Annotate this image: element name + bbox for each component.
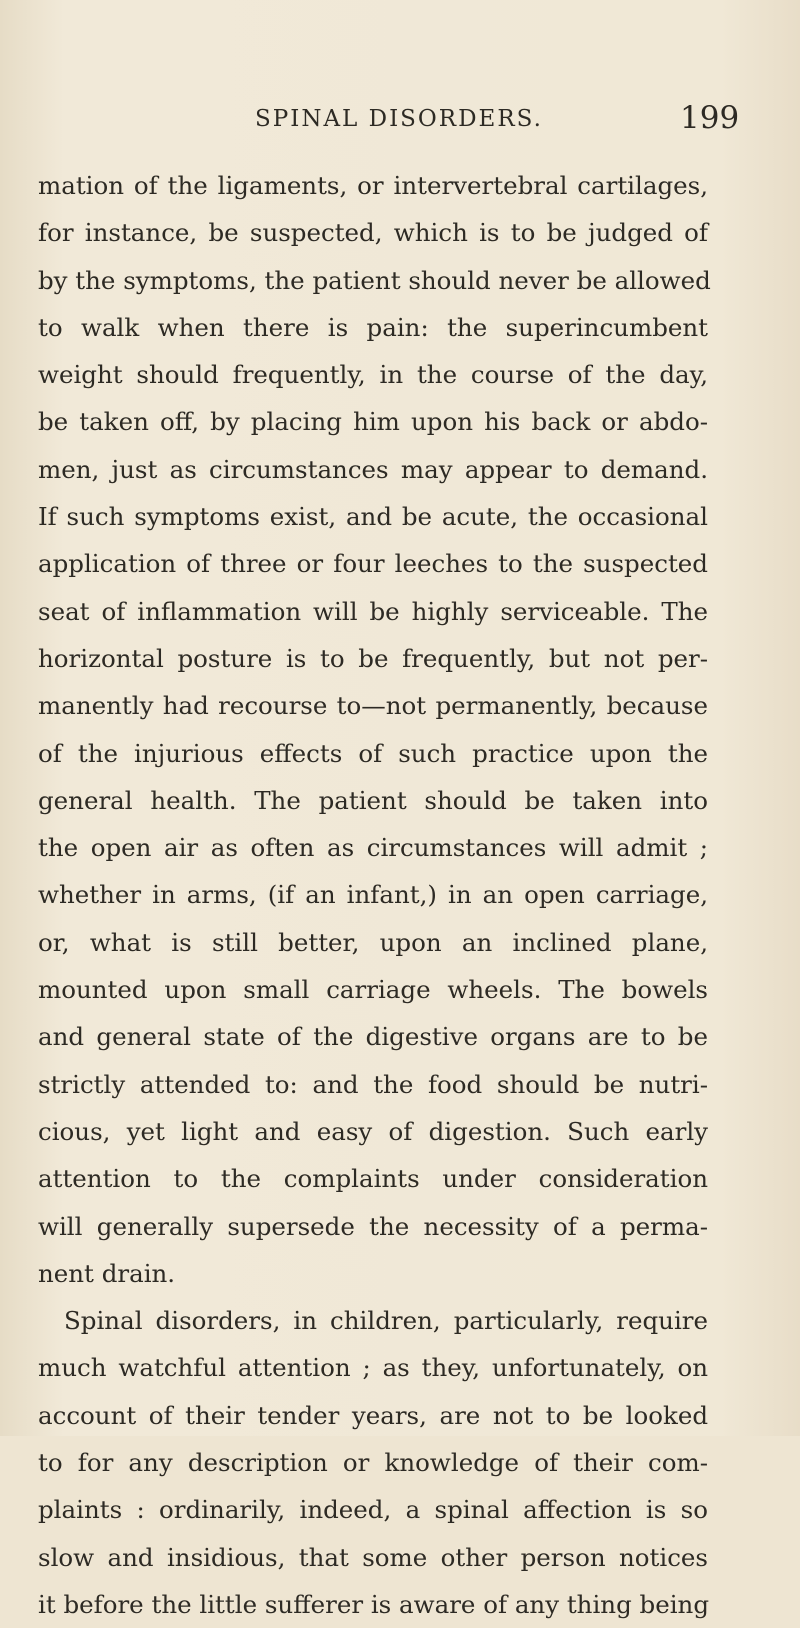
text-line: mounted upon small carriage wheels. The bowels	[38, 975, 708, 1005]
text-line: strictly attended to: and the food should be nutri-	[38, 1069, 708, 1099]
text-line: horizontal posture is to be frequently, but not per-	[38, 643, 708, 673]
text-line: If such symptoms exist, and be acute, the occasional	[38, 502, 708, 532]
text-line: seat of inflammation will be highly serviceable. The	[38, 596, 708, 626]
text-line: manently had recourse to—not permanently, because	[38, 691, 708, 721]
paragraph-start-line: Spinal disorders, in children, particularly, require	[64, 1306, 708, 1336]
text-line: will generally supersede the necessity of a perma-	[38, 1211, 708, 1241]
paragraph-end-line: nent drain.	[38, 1258, 176, 1288]
text-line: be taken off, by placing him upon his back or abdo-	[38, 407, 708, 437]
text-line: weight should frequently, in the course of the day,	[38, 360, 708, 390]
text-line: men, just as circumstances may appear to demand.	[38, 454, 708, 484]
text-line: attention to the complaints under consideration	[38, 1164, 708, 1194]
text-line: it before the little sufferer is aware of any thing being	[38, 1589, 710, 1619]
text-line: and general state of the digestive organs are to be	[38, 1022, 708, 1052]
body-text	[38, 162, 711, 1628]
text-line: for instance, be suspected, which is to be judged of	[38, 218, 708, 248]
text-line: account of their tender years, are not to be looked	[38, 1400, 708, 1430]
page-number: 199	[680, 100, 740, 136]
running-head	[0, 100, 800, 146]
text-line: of the injurious effects of such practice upon the	[38, 738, 708, 768]
text-line: mation of the ligaments, or intervertebral cartilages,	[38, 171, 708, 200]
text-line: by the symptoms, the patient should never be allowed	[38, 265, 711, 295]
text-line: plaints : ordinarily, indeed, a spinal affection is so	[38, 1495, 708, 1525]
text-line: slow and insidious, that some other person notices	[38, 1542, 708, 1572]
text-line: to walk when there is pain: the superincumbent	[38, 312, 708, 342]
text-line: the open air as often as circumstances will admit ;	[38, 833, 708, 863]
text-line: cious, yet light and easy of digestion. Such early	[38, 1116, 708, 1146]
text-line: application of three or four leeches to the suspected	[38, 549, 708, 579]
text-line: to for any description or knowledge of their com-	[38, 1448, 708, 1478]
text-line: or, what is still better, upon an inclined plane,	[38, 927, 708, 957]
text-line: much watchful attention ; as they, unfortunately, on	[38, 1353, 708, 1383]
running-head-title: SPINAL DISORDERS.	[255, 106, 543, 132]
text-line: general health. The patient should be taken into	[38, 785, 708, 815]
text-line: whether in arms, (if an infant,) in an open carriage,	[38, 880, 708, 910]
